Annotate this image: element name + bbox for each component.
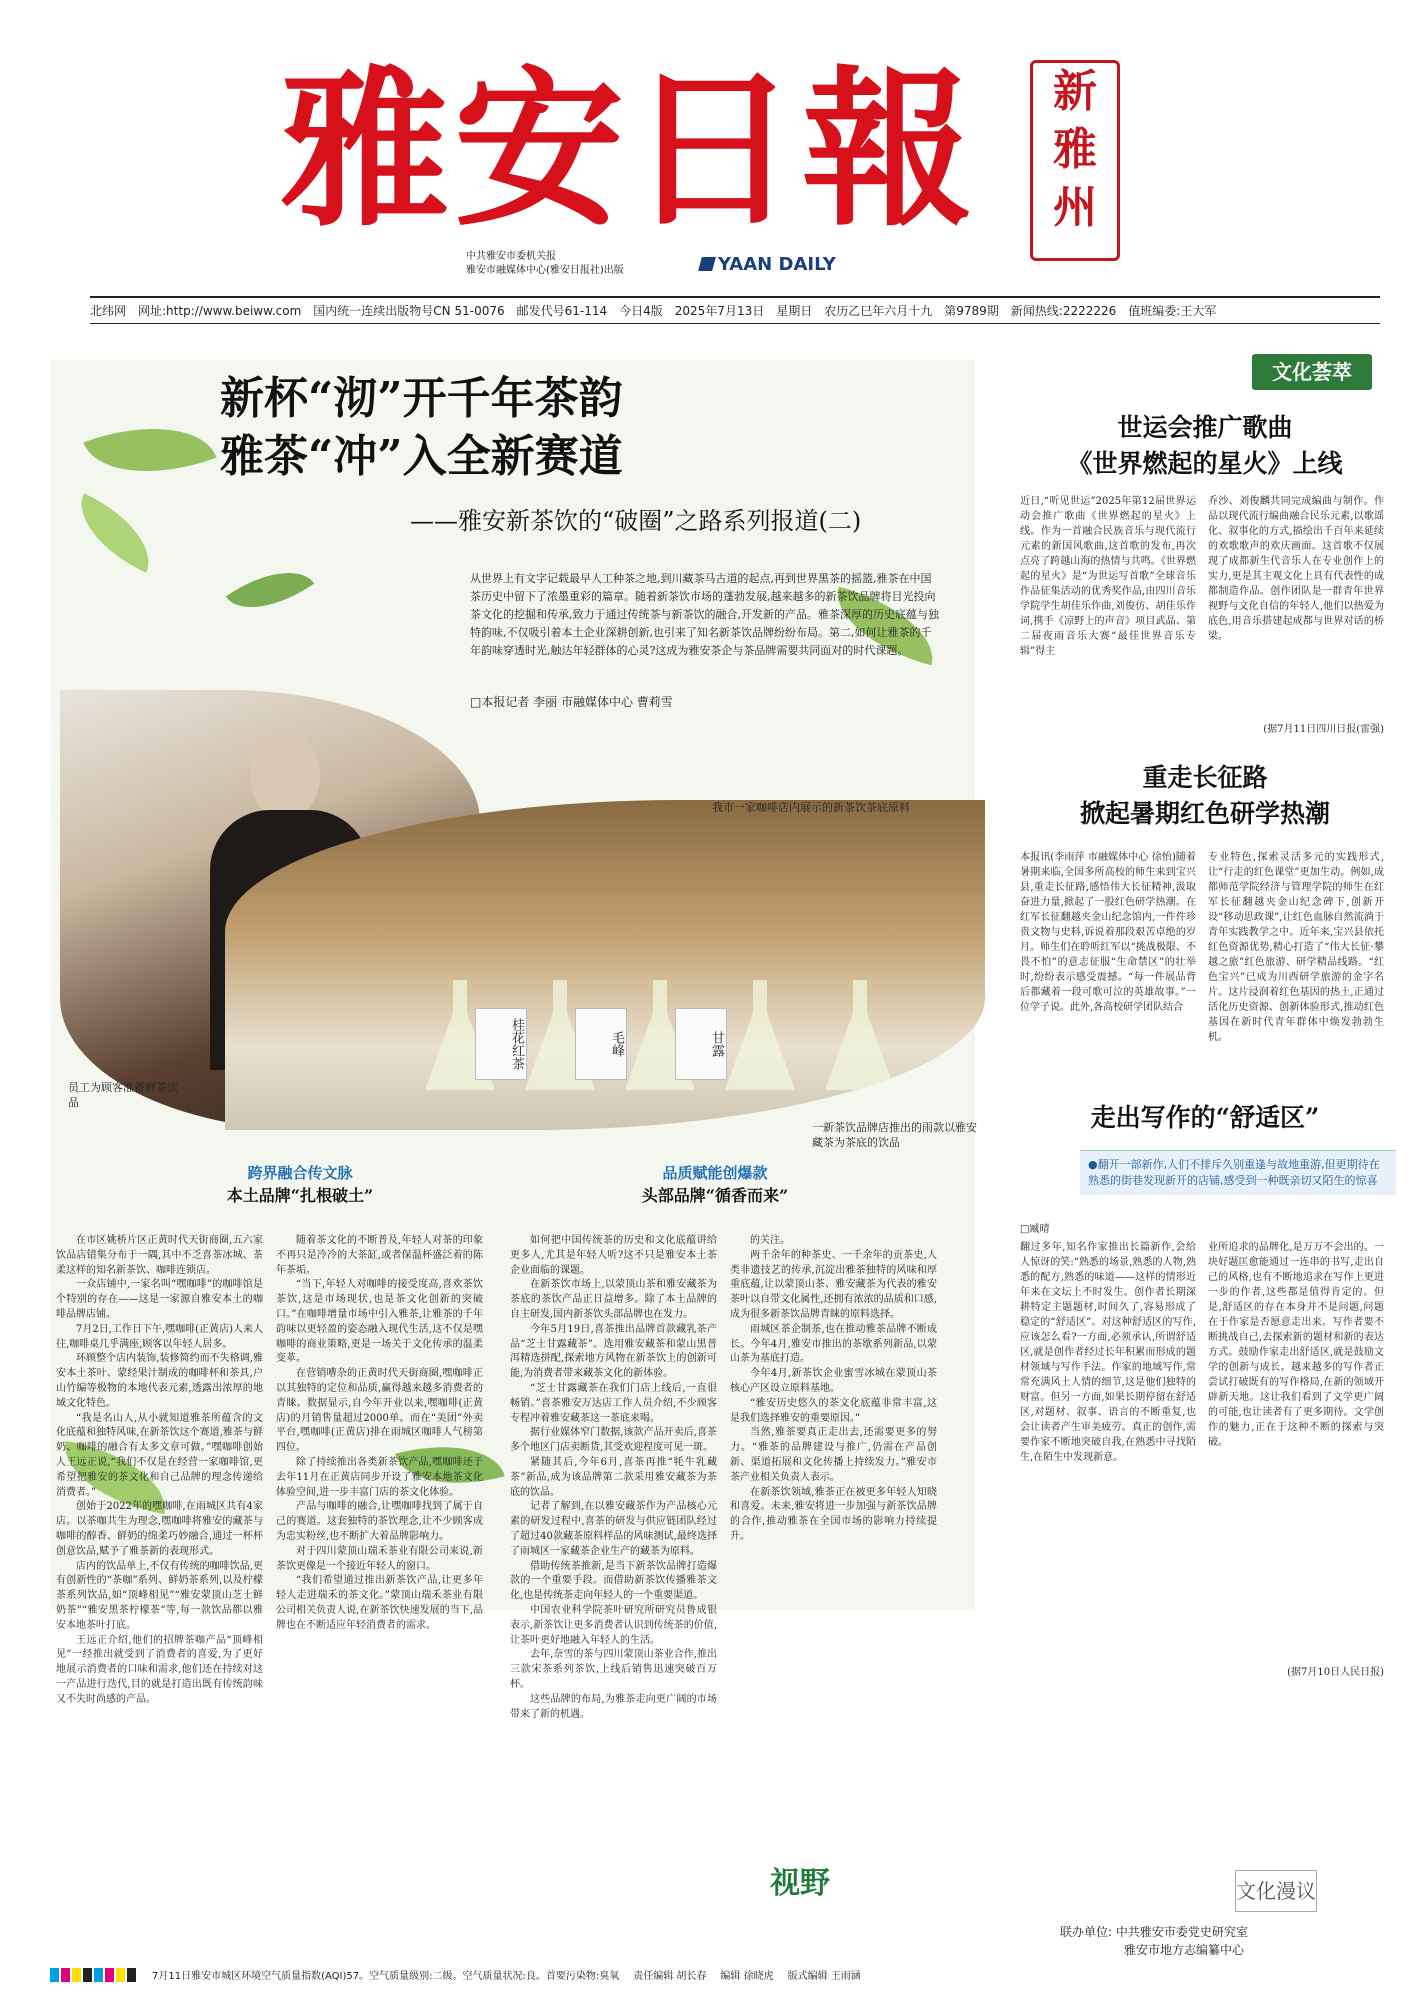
feature-byline: □本报记者 李丽 市融媒体中心 曹莉雪 — [470, 695, 673, 709]
headline-line: 新杯“沏”开千年茶韵 — [220, 373, 623, 424]
headline-line: 雅茶“冲”入全新赛道 — [220, 431, 623, 482]
info-bar — [90, 296, 1380, 324]
article-paragraph: 两千余年的种茶史、一千余年的贡茶史,人类非遗技艺的传承,沉淀出雅茶独特的风味和厚重底蕴,让以蒙顶山茶、雅安藏茶为代表的雅安茶叶以自带文化属性,还拥有浓浓的品质和口感,成为很多新茶饮品牌青睐的原料选择。 — [730, 1249, 937, 1320]
page-count: 今日4版 — [619, 304, 663, 318]
article-paragraph: 的关注。 — [750, 1235, 790, 1246]
article-body: 业所追求的品牌化,是万万不会出的。一块好题匡愈能通过一连串的书写,走出自己的风格,也有不断地追求在写作上更进一步的作者,这些都是值得肯定的。但是,舒适区的存在本身并不是问题,问题在于作家是否愿意走出来。写作者要不断挑战自己,去探索新的题材和新的表达方式。鼓励作家走出舒适区,就是鼓励文学的创新与成长。越来越多的写作者正尝试打破既有的写作格局,在新的领域开辟新天地。这让我们看到了文学更广阔的可能,也让读者有了更多期待。文学创作的魅力,正在于这种不断的探索与突破。 — [1208, 1242, 1384, 1448]
manyi-stamp: 文化漫议 — [1235, 1870, 1317, 1912]
masthead-title: 雅安日報 — [280, 50, 977, 250]
article-column — [56, 1234, 263, 1919]
post-code: 邮发代号61-114 — [516, 304, 608, 318]
tea-card: 桂花红茶 — [475, 1008, 527, 1080]
issue-number: 第9789期 — [944, 304, 999, 318]
article-paragraph: 对于四川蒙顶山瑞禾茶业有限公司来说,新茶饮更像是一个接近年轻人的窗口。 — [276, 1545, 483, 1572]
leaf-decoration — [226, 551, 314, 630]
sponsor-label: 联办单位: — [1060, 1925, 1113, 1939]
bottom-band — [50, 1968, 1380, 1986]
section-title: 品质赋能创爆款 — [662, 1164, 768, 1182]
article-paragraph: 今年5月19日,喜茶推出品牌首款藏乳茶产品“芝士甘露藏茶”。选用雅安藏茶和蒙山黑普洱精选拼配,探索地方风物在新茶饮上的创新可能,为消费者带来藏茶文化的新体验。 — [510, 1323, 717, 1380]
seal-char: 新 — [1053, 66, 1097, 117]
article-paragraph: 紧随其后,今年6月,喜茶再推“牦牛乳藏茶”新品,成为该品牌第二款采用雅安藏茶为茶底的饮品。 — [510, 1456, 717, 1498]
article-paragraph: 在市区姚桥片区正黄时代天街商圈,五六家饮品店错集分布于一隅,其中不乏喜茶冰城、茶柔这样的知名新茶饮、咖啡连锁店。 — [56, 1235, 263, 1276]
photo-caption: 员工为顾客准备鲜茶饮品 — [68, 1081, 178, 1109]
article-paragraph: 创始于2022年的嘿咖啡,在雨城区共有4家店。以茶咖共生为理念,嘿咖啡将雅安的藏茶与咖啡的醇香、鲜奶的绵柔巧妙融合,通过一杯杯创意饮品,赋予了雅茶新的表现形式。 — [56, 1501, 263, 1557]
article-paragraph: 店内的饮品单上,不仅有传统的咖啡饮品,更有创新性的“茶咖”系列、鲜奶茶系列,以及柠檬茶系列饮品,如“顶峰相见”“雅安蒙顶山芝士鲜奶茶”“雅安黑茶柠檬茶”等,每一款饮品都以雅安本地茶叶打底。 — [56, 1560, 263, 1631]
publisher-line: 中共雅安市委机关报 — [466, 251, 556, 262]
article-paragraph: “当下,年轻人对咖啡的接受度高,喜欢茶饮茶饮,这是市场现状,也是茶文化创新的突破口。”在咖啡增量市场中引入雅茶,让雅茶的千年韵味以更轻盈的姿态融入现代生活,这不仅是嘿咖啡的商业策略,更是一场关于文化传承的温柔变革。 — [276, 1279, 483, 1365]
article-paragraph: 在新茶饮市场上,以蒙顶山茶和雅安藏茶为茶底的茶饮产品正日益增多。除了本土品牌的自主研发,国内新茶饮头部品牌也在发力。 — [510, 1279, 717, 1320]
article-paragraph: 王远正介绍,他们的招牌茶咖产品“顶峰相见”一经推出就受到了消费者的喜爱,为了更好地展示消费者的口味和需求,他们还在持续对这一产品进行迭代,目的就是打造出既有传统韵味又不失时尚感的产品。 — [56, 1634, 263, 1705]
weekday: 星期日 — [776, 304, 813, 318]
article-paragraph: 如何把中国传统茶的历史和文化底蕴讲给更多人,尤其是年轻人听?这不只是雅安本土茶企业面临的课题。 — [510, 1235, 717, 1276]
person-head-shape — [250, 730, 320, 820]
article-body: 本报讯(李雨萍 市融媒体中心 徐怡)随着暑期来临,全国多所高校的师生来到宝兴县,重走长征路,感悟伟大长征精神,汲取奋进力量,掀起了一股红色研学热潮。在红军长征翻越夹金山纪念馆内,一件件珍贵文物与史料,诉说着那段艰苦卓绝的岁月。师生们在聆听红军以“挑战极限、不畏不怕”的意志征服“生命禁区”的壮举时,纷纷表示感受震撼。“每一件展品背后都藏着一段可歌可泣的英雄故事。”一位学子说。此外,各高校研学团队结合 — [1020, 852, 1196, 1013]
photo-caption: 我市一家咖啡店内展示的新茶饮茶底原料 — [712, 801, 910, 814]
masthead-seal — [1030, 60, 1120, 261]
article-paragraph: 中国农业科学院茶叶研究所研究员鲁成银表示,新茶饮让更多消费者认识到传统茶的价值,让茶叶更好地融入年轻人的生活。 — [510, 1604, 717, 1646]
article-paragraph: 当然,雅茶要真正走出去,还需要更多的努力。“雅茶的品牌建设与推广,仍需在产品创新、渠道拓展和文化传播上持续发力。”雅安市茶产业相关负责人表示。 — [730, 1427, 937, 1483]
feature-intro: 从世界上有文字记载最早人工种茶之地,到川藏茶马古道的起点,再到世界黑茶的摇篮,雅茶在中国茶历史中留下了浓墨重彩的篇章。随着新茶饮市场的蓬勃发展,越来越多的新茶饮品牌将目光投向茶文化的挖掘和传承,致力于通过传统茶与新茶饮的融合,开发新的产品。雅茶深厚的历史底蕴与独特韵味,不仅吸引着本土企业深耕创新,也引来了知名新茶饮品牌纷纷布局。第二,如何让雅茶的千年韵味穿透时光,触达年轻群体的心灵?这成为雅安茶企与茶品牌需要共同面对的时代课题。 — [470, 572, 939, 657]
editor-credit: 版式编辑 王雨涵 — [787, 1971, 861, 1982]
english-logo: YAAN DAILY — [700, 254, 836, 275]
article-body: 翻过多年,知名作家推出长篇新作,会给人惊讶的笑:“熟悉的场景,熟悉的人物,熟悉的配方,熟悉的味道——这样的情形近年来在文坛上不时发生。创作者长期深耕特定主题题材,时间久了,容易形成了稳定的“舒适区”。对这种舒适区的写作,应该怎么看?一方面,必须承认,所谓舒适区,就是创作者经过长年积累而形成的题材领域与写作手法。作家的地域写作,常常充满风土人情的细节,这是他们独特的财富。但另一方面,如果长期停留在舒适区,对题材、叙事、语言的不断重复,也会让读者产生审美疲劳。真正的创作,需要作家不断地突破自我,在熟悉中寻找陌生,在陌生中发现新意。 — [1020, 1242, 1196, 1463]
flask-shape — [725, 980, 795, 1090]
color-swatches — [50, 1968, 138, 1986]
right-article-2 — [1020, 760, 1390, 832]
news-hotline: 新闻热线:2222226 — [1010, 304, 1117, 318]
tea-card: 甘露 — [675, 1008, 727, 1080]
article-headline: 掀起暑期红色研学热潮 — [1079, 799, 1330, 828]
cn-number: 国内统一连续出版物号CN 51-0076 — [313, 304, 505, 318]
article-paragraph: “雅安历史悠久的茶文化底蕴非常丰富,这是我们选择雅安的重要原因。” — [730, 1397, 937, 1424]
editor-credit: 责任编辑 胡长春 — [633, 1971, 707, 1982]
leaf-decoration — [83, 401, 216, 498]
shiye-logo: 视野 — [770, 1866, 830, 1901]
article-headline: 重走长征路 — [1142, 763, 1268, 792]
article-paragraph: “我们希望通过推出新茶饮产品,让更多年轻人走进瑞禾的茶文化。”蒙顶山瑞禾茶业有限公司相关负责人说,在新茶饮快速发展的当下,品牌也在不断适应年轻消费者的需求。 — [276, 1575, 483, 1631]
seal-char: 州 — [1053, 182, 1097, 233]
section-subtitle: 本土品牌“扎根破土” — [226, 1186, 374, 1205]
section-title: 跨界融合传文脉 — [247, 1164, 353, 1182]
article-paragraph: 随着茶文化的不断普及,年轻人对茶的印象不再只是冷冷的大茶缸,或者保温杯盛泛着的陈年茶垢。 — [276, 1235, 483, 1276]
feature-headline — [220, 370, 920, 486]
air-quality: 7月11日雅安市城区环境空气质量指数(AQI)57。空气质量级别:二级。空气质量状况:良。首要污染物:臭氧 — [152, 1971, 620, 1982]
article-paragraph: 一众店铺中,一家名叫“嘿咖啡”的咖啡馆是个特别的存在——这是一家源自雅安本土的咖啡品牌店铺。 — [56, 1279, 263, 1320]
tea-flask-photo — [225, 800, 985, 1130]
seal-char: 雅 — [1053, 124, 1097, 175]
article-paragraph: 产品与咖啡的融合,让嘿咖啡找到了属于自己的赛道。这套独特的茶饮理念,让不少顾客成为忠实粉丝,也不断扩大着品牌影响力。 — [276, 1501, 483, 1542]
article-paragraph: 今年4月,新茶饮企业蜜雪冰城在蒙顶山茶核心产区设立原料基地。 — [730, 1368, 937, 1394]
issue-date: 2025年7月13日 — [674, 304, 765, 318]
article-paragraph: 在营销嘈杂的正黄时代天街商圈,嘿咖啡正以其独特的定位和品质,赢得越来越多消费者的青睐。数据显示,自今年开业以来,嘿咖啡(正黄店)的月销售量超过2000单。而在“美团”外卖平台,嘿咖啡(正黄店)排在雨城区咖啡人气榜第四位。 — [276, 1368, 483, 1454]
article-headline: 世运会推广歌曲 — [1117, 413, 1293, 442]
article-paragraph: 除了持续推出各类新茶饮产品,嘿咖啡还于去年11月在正黄店同步开设了雅安本地茶文化体验空间,进一步丰富门店的茶文化体验。 — [276, 1456, 483, 1498]
flask-shape — [825, 980, 895, 1090]
publisher-info — [466, 250, 676, 278]
article-paragraph: “我是名山人,从小就知道雅茶所蕴含的文化底蕴和独特风味,在新茶饮这个赛道,雅茶与鲜奶、咖啡的融合有太多文章可做。”嘿咖啡创始人王远正说,“我们不仅是在经营一家咖啡馆,更希望把雅安的茶文化和自己品牌的理念传递给消费者。” — [56, 1412, 263, 1498]
sponsor-line: 雅安市地方志编纂中心 — [1124, 1943, 1245, 1957]
lunar-date: 农历乙巳年六月十九 — [824, 304, 933, 318]
article-headline: 走出写作的“舒适区” — [1090, 1103, 1320, 1132]
right-article-1 — [1020, 410, 1390, 482]
feature-subhead: ——雅安新茶饮的“破圈”之路系列报道(二) — [410, 507, 862, 535]
article-paragraph: 据行业媒体窄门数据,该款产品开卖后,喜茶多个地区门店卖断货,其受欢迎程度可见一斑。 — [510, 1427, 717, 1454]
culture-stamp: 文化荟萃 — [1252, 354, 1372, 390]
section-head-mid — [600, 1162, 830, 1206]
photo-caption: 一新茶饮品牌店推出的雨款以雅安藏茶为茶底的饮品 — [812, 1121, 977, 1149]
article-column — [730, 1234, 937, 1834]
sponsor-line: 中共雅安市委党史研究室 — [1115, 1925, 1248, 1939]
article-paragraph: 雨城区茶企制茶,也在推动雅茶品牌不断成长。今年4月,雅安市推出的茶歇系列新品,以蒙山茶为基底打造。 — [730, 1323, 937, 1365]
article-byline: □臧晴 — [1020, 1224, 1050, 1235]
article-paragraph: 这些品牌的布局,为雅茶走向更广阔的市场带来了新的机遇。 — [510, 1693, 717, 1720]
article-body: 近日,“听见世运”2025年第12届世界运动会推广歌曲《世界燃起的星火》上线。作为一首融合民族音乐与现代流行元素的新国风歌曲,这首歌的发布,再次点亮了跨越山海的热情与共鸣。《世界燃起的星火》是“为世运写首歌”全球音乐作品征集活动的优秀奖作品,由四川音乐学院学生胡佳乐作曲,刘俊仿、胡佳乐作词,携手《凉野上的声音》项目武晶、第二届夜雨音乐大赛“最佳世界音乐专辑”得主 — [1020, 496, 1196, 657]
article-body: 乔沙、刘俊麟共同完成编曲与制作。作品以现代流行编曲融合民乐元素,以歌谣化、叙事化的方式,描绘出千百年来延续的欢歌歌声的欢庆画面。这首歌不仅展现了成都新生代音乐人在专业创作上的实力,更是其主观文化上具有代表性的成都制造作品。创作团队是一群青年世界视野与文化自信的年轻人,他们以热爱为底色,用音乐搭建起成都与世界对话的桥梁。 — [1208, 496, 1384, 642]
article-paragraph: 环顾整个店内装饰,装修简约而不失格调,雅安本土茶叶、蒙经果汁制成的咖啡杯和茶具,户山竹编等极物的本地代表元素,透露出浓厚的地域文化特色。 — [56, 1353, 263, 1409]
leaf-decoration — [64, 493, 165, 573]
article-lead-note: ●翻开一部新作,人们不排斥久别重逢与故地重游,但更期待在熟悉的街巷发现新开的店铺,感受到一种既亲切又陌生的惊喜 — [1080, 1150, 1396, 1195]
article-paragraph: 在新茶饮领域,雅茶正在被更多年轻人知晓和喜爱。未来,雅安将进一步加强与新茶饮品牌的合作,推动雅茶在全国市场的影响力持续提升。 — [730, 1486, 937, 1542]
article-paragraph: 7月2日,工作日下午,嘿咖啡(正黄店)人来人往,咖啡桌几乎满座,顾客以年轻人居多。 — [56, 1323, 263, 1350]
section-subtitle: 头部品牌“循香而来” — [641, 1186, 789, 1205]
section-head-left — [185, 1162, 415, 1206]
tea-card: 毛峰 — [575, 1008, 627, 1080]
duty-editor: 值班编委:王大军 — [1128, 304, 1217, 318]
article-paragraph: 借助传统茶推新,是当下新茶饮品牌打造爆款的一个重要手段。而借助新茶饮传播雅茶文化,也是传统茶走向年轻人的一个重要渠道。 — [510, 1560, 717, 1602]
article-body: 专业特色,探索灵活多元的实践形式,让“行走的红色课堂”更加生动。例如,成都师范学院经济与管理学院的师生在红军长征翻越夹金山纪念碑下,创新开设“移动思政课”,让红色血脉自然流淌于青年实践教学之中。近年来,宝兴县依托红色资源优势,精心打造了“伟大长征·攀越之旅”红色旅游、研学精品线路。“红色宝兴”已成为川西研学旅游的金字名片。这片浸润着红色基因的热土,正通过活化历史资源、创新体验形式,推动红色基因在新时代青年群体中焕发勃勃生机。 — [1208, 852, 1384, 1043]
article-source: (据7月10日人民日报) — [1287, 1667, 1384, 1678]
article-source: (据7月11日四川日报(雷强) — [1263, 724, 1384, 735]
article-column — [510, 1234, 717, 1919]
article-paragraph: “芝士甘露藏茶在我们门店上线后,一直很畅销。”喜茶雅安万达店工作人员介绍,不少顾客专程冲着雅安藏茶这一茶底来喝。 — [510, 1382, 717, 1424]
site-url[interactable]: 网址:http://www.beiww.com — [138, 304, 302, 318]
publisher-line: 雅安市融媒体中心(雅安日报社)出版 — [466, 265, 624, 276]
article-column — [276, 1234, 483, 1919]
site-name: 北纬网 — [90, 304, 127, 318]
article-paragraph: 记者了解到,在以雅安藏茶作为产品核心元素的研发过程中,喜茶的研发与供应链团队经过了超过40款藏茶原料样品的风味测试,最终选择了雨城区一家藏茶企业生产的藏茶为原料。 — [510, 1501, 717, 1557]
article-paragraph: 去年,奈雪的茶与四川蒙顶山茶业合作,推出三款宋茶系列茶饮,上线后销售迅速突破百万杯。 — [510, 1649, 717, 1690]
editor-credit: 编辑 徐晓虎 — [720, 1971, 774, 1982]
sponsor-block — [1060, 1923, 1380, 1959]
article-headline: 《世界燃起的星火》上线 — [1067, 449, 1343, 478]
